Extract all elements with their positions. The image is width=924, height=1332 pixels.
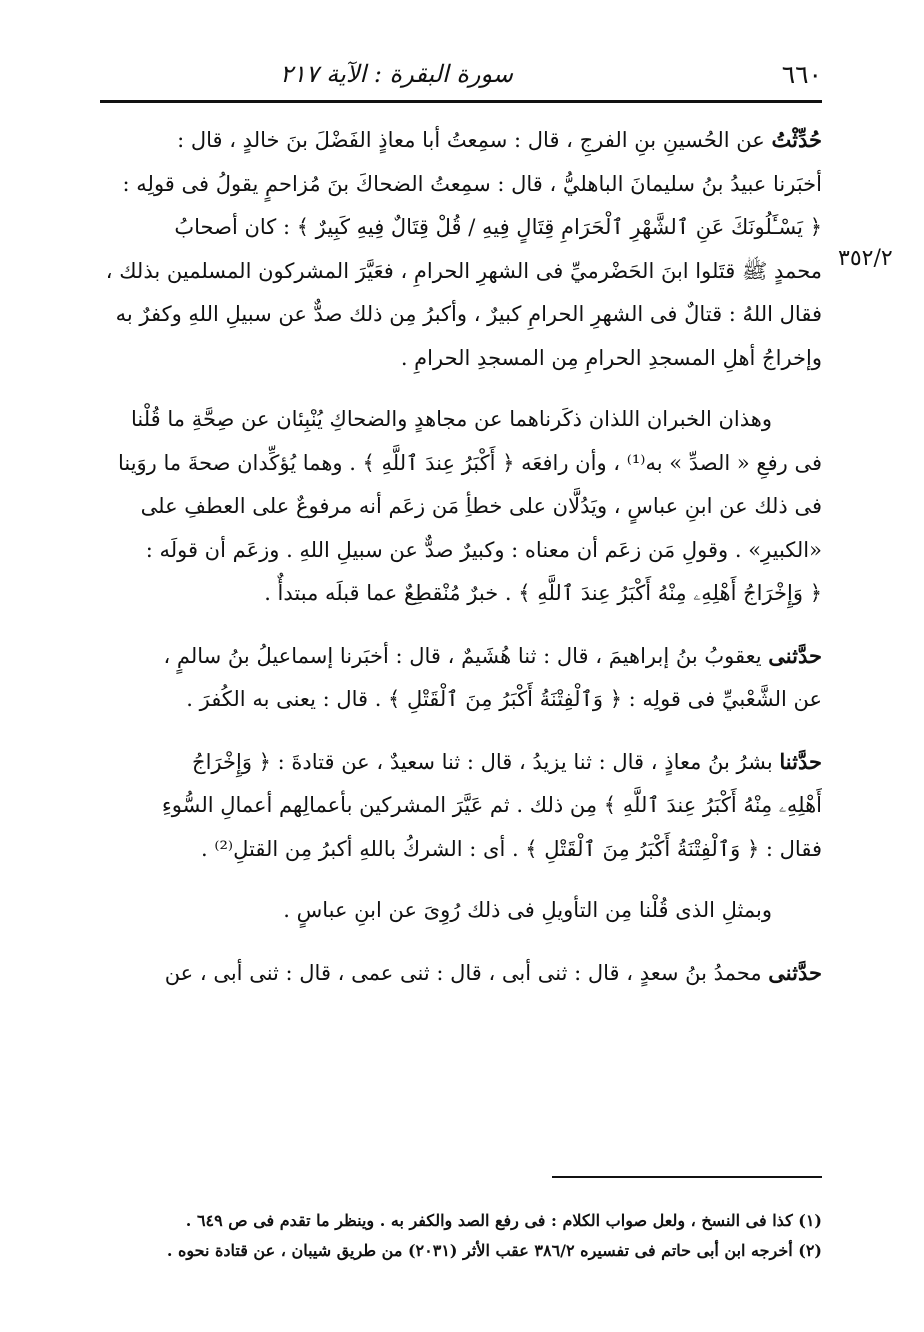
line-text: بشرُ بنُ معاذٍ ، قال : ثنا يزيدُ ، قال : ثنا سعيدٌ ، عن قتادةَ : ﴿ وَإِخْرَاجُ <box>192 749 773 774</box>
paragraph <box>100 118 822 380</box>
line-text: فقال : ﴿ وَٱلْفِتْنَةُ أَكْبَرُ مِنَ ٱلْقَتْلِ ﴾ . أى : الشركُ باللهِ أكبرُ مِن القتلِ⁽²⁾ . <box>200 836 822 861</box>
text-line <box>100 118 822 163</box>
line-text: «الكبيرِ» . وقولِ مَن زعَم أن معناه : وكبيرٌ صدٌّ عن سبيلِ اللهِ . وزعَم أن قولَه : <box>145 537 822 562</box>
main-text <box>100 118 822 1013</box>
text-line <box>100 206 822 250</box>
paragraph <box>100 398 822 616</box>
footnotes <box>100 1206 822 1266</box>
line-text: فى رفعِ « الصدِّ » به⁽¹⁾ ، وأن رافعَه ﴿ أَكْبَرُ عِندَ ٱللَّهِ ﴾ . وهما يُؤكِّدان صحةَ ما روَينا <box>117 450 822 475</box>
text-line <box>100 784 822 828</box>
paragraph <box>100 889 822 933</box>
line-text: ﴿ وَإِخْرَاجُ أَهْلِهِۦ مِنْهُ أَكْبَرُ عِندَ ٱللَّهِ ﴾ . خبرٌ مُنْقطِعٌ عما قبلَه مبتدأٌ . <box>264 581 822 605</box>
isnad-lead-word: حدَّثنى <box>768 642 822 668</box>
line-text: وإخراجُ أهلِ المسجدِ الحرامِ مِن المسجدِ الحرامِ . <box>400 345 822 370</box>
text-line <box>100 442 822 486</box>
page-header <box>100 56 822 92</box>
page-number: ٦٦٠ <box>781 59 822 89</box>
paragraph <box>100 951 822 996</box>
text-line <box>100 163 822 207</box>
text-line <box>100 250 822 294</box>
line-text: أخبَرنا عبيدُ بنُ سليمانَ الباهليُّ ، قال : سمِعتُ الضحاكَ بنَ مُزاحمٍ يقولُ فى قولِه : <box>122 171 822 196</box>
line-text: أَهْلِهِۦ مِنْهُ أَكْبَرُ عِندَ ٱللَّهِ ﴾ مِن ذلك . ثم عَيَّرَ المشركين بأعمالِهم أعمالِ السُّوءِ <box>161 793 822 817</box>
paragraph <box>100 740 822 872</box>
text-line <box>100 828 822 872</box>
line-text: محمدٍ ﷺ قتَلوا ابنَ الحَضْرميِّ فى الشهرِ الحرامِ ، فعَيَّرَ المشركون المسلمين بذلك ، <box>105 258 822 283</box>
line-text: وهذان الخبران اللذان ذكَرناهما عن مجاهدٍ والضحاكِ يُنْبِئان عن صِحَّةِ ما قُلْنا <box>130 407 772 431</box>
paragraph <box>100 634 822 722</box>
isnad-lead-word: حُدِّثْتُ <box>771 127 822 152</box>
line-text: ﴿ يَسْـَٔلُونَكَ عَنِ ٱلشَّهْرِ ٱلْحَرَامِ قِتَالٍ فِيهِ / قُلْ قِتَالٌ فِيهِ كَبِيرٌ ﴾ : كان أصحابُ <box>174 215 822 239</box>
running-title: سورة البقرة : الآية ٢١٧ <box>280 60 514 88</box>
text-line <box>100 398 822 442</box>
footnote-separator <box>552 1176 822 1178</box>
text-line <box>100 678 822 722</box>
text-line <box>100 634 822 679</box>
line-text: فى ذلك عن ابنِ عباسٍ ، ويَدُلَّان على خطأِ مَن زعَم أنه مرفوعٌ على العطفِ على <box>140 494 822 518</box>
text-line <box>100 485 822 529</box>
footnote: (١) كذا فى النسخ ، ولعل صواب الكلام : فى رفع الصد والكفر به . وينظر ما تقدم فى ص ٦٤٩ . <box>185 1211 822 1230</box>
header-rule <box>100 100 822 103</box>
isnad-lead-word: حدَّثنى <box>768 959 822 985</box>
text-line <box>100 529 822 573</box>
text-line <box>100 889 822 933</box>
text-line <box>100 572 822 616</box>
footnote: (٢) أخرجه ابن أبى حاتم فى تفسيره ٣٨٦/٢ عقب الأثر (٢٠٣١) من طريق شيبان ، عن قتادة نحوه . <box>166 1241 822 1260</box>
line-text: عن الحُسينِ بنِ الفرجِ ، قال : سمِعتُ أبا معاذٍ الفَضْلَ بنَ خالدٍ ، قال : <box>177 128 765 152</box>
line-text: وبمثلِ الذى قُلْنا مِن التأويلِ فى ذلك رُوِىَ عن ابنِ عباسٍ . <box>283 898 772 922</box>
line-text: يعقوبُ بنُ إبراهيمَ ، قال : ثنا هُشَيمٌ ، قال : أخبَرنا إسماعيلُ بنُ سالمٍ ، <box>163 643 762 668</box>
line-text: محمدُ بنُ سعدٍ ، قال : ثنى أبى ، قال : ثنى عمى ، قال : ثنى أبى ، عن <box>164 960 762 985</box>
text-line <box>100 337 822 381</box>
line-text: عن الشَّعْبيِّ فى قولِه : ﴿ وَٱلْفِتْنَةُ أَكْبَرُ مِنَ ٱلْقَتْلِ ﴾ . قال : يعنى به الكُفرَ . <box>186 687 822 711</box>
isnad-lead-word: حدَّثنا <box>779 748 822 774</box>
margin-volume-page-reference: ٣٥٢/٢ <box>838 246 893 271</box>
text-line <box>100 293 822 337</box>
line-text: فقال اللهُ : قتالٌ فى الشهرِ الحرامِ كبيرٌ ، وأكبرُ مِن ذلك صدٌّ عن سبيلِ اللهِ وكفرٌ به <box>115 302 822 326</box>
text-line <box>100 951 822 996</box>
text-line <box>100 740 822 785</box>
